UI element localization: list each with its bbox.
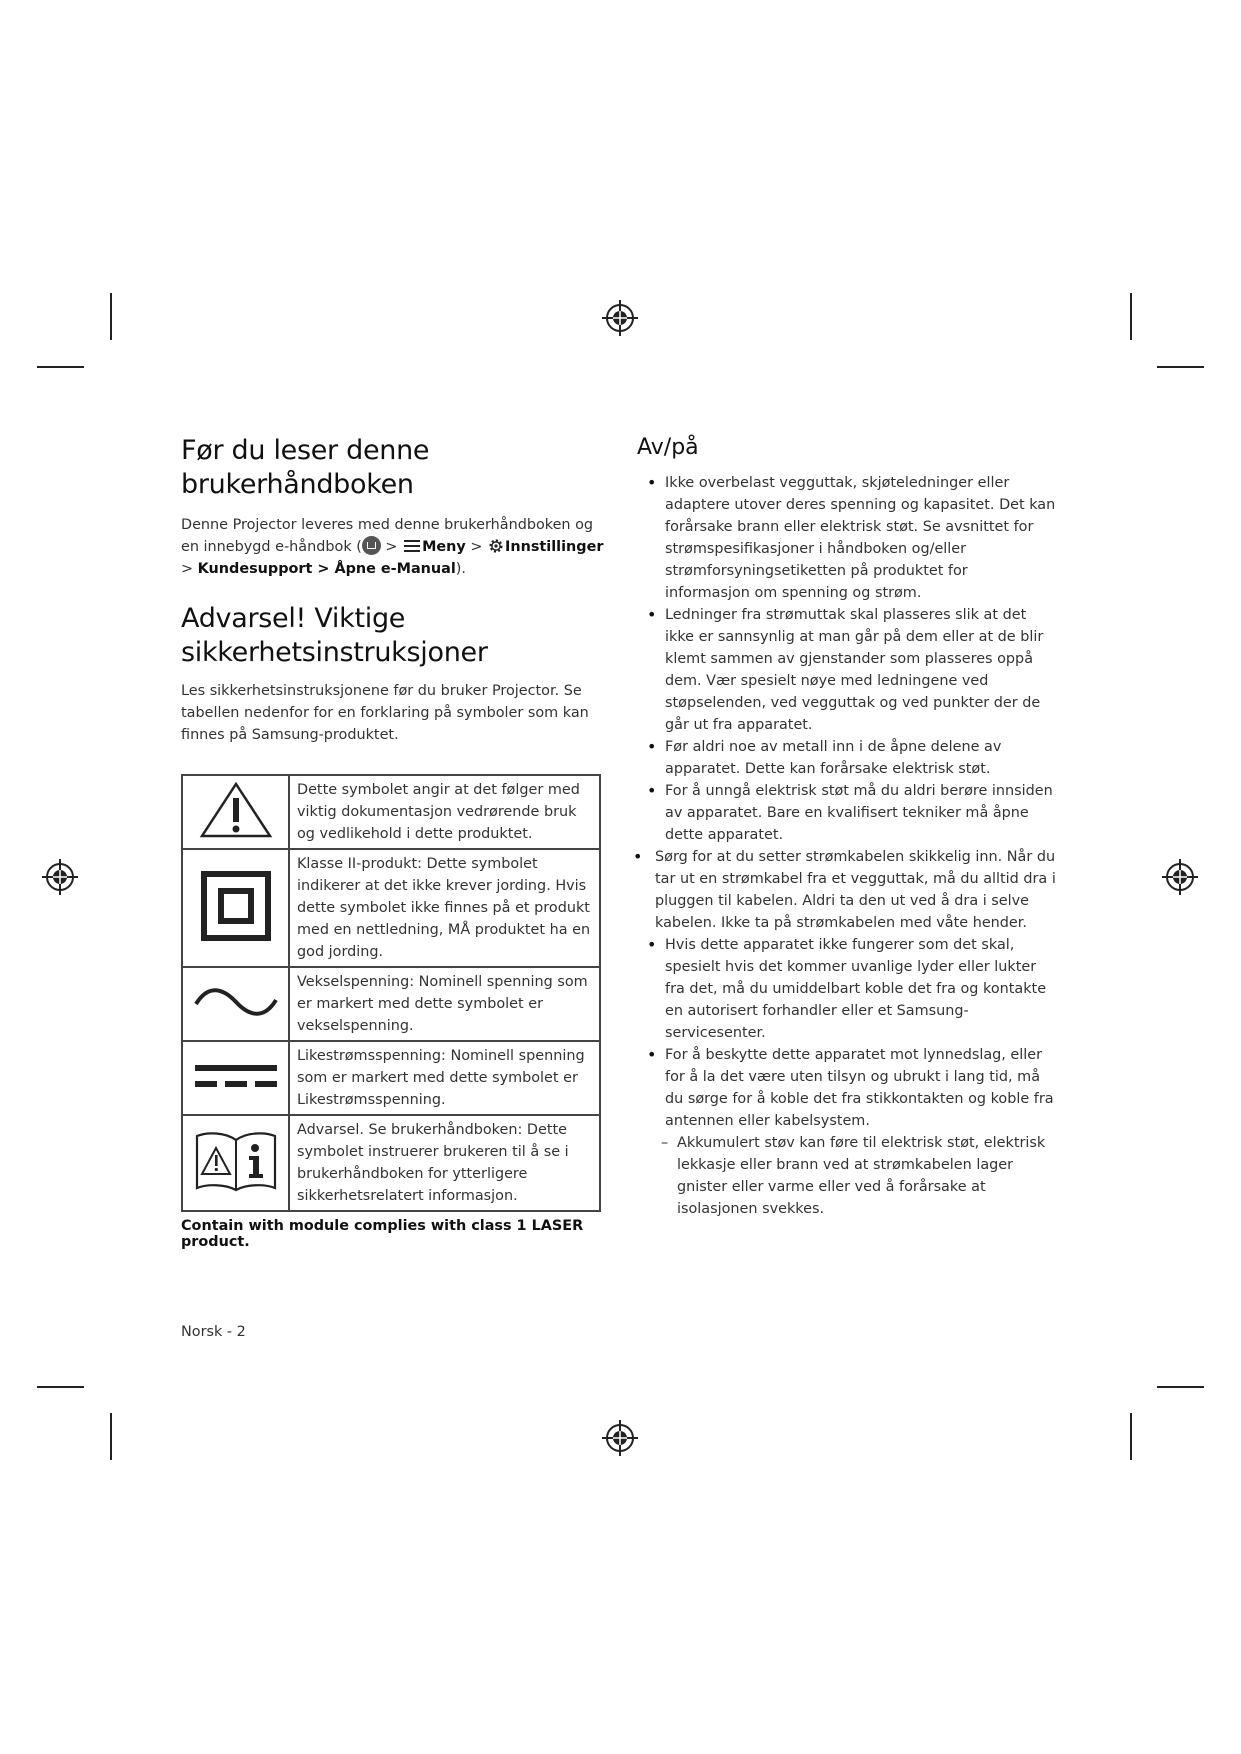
home-icon (362, 536, 381, 555)
path-separator: > (181, 561, 198, 577)
ac-wave-icon (193, 982, 279, 1022)
registration-mark-icon (600, 298, 640, 338)
registration-mark-icon (40, 857, 80, 897)
crop-mark (37, 1386, 84, 1388)
laser-note: Contain with module complies with class 1 LASER product. (181, 1218, 584, 1250)
dc-lines-icon (193, 1059, 279, 1093)
page-number: Norsk - 2 (181, 1324, 246, 1340)
crop-mark (1130, 293, 1132, 340)
symbol-description: Dette symbolet angir at det følger med viktig dokumentasjon vedrørende bruk og vedlikehold i dette produktet. (289, 775, 600, 849)
warning-text: Les sikkerhetsinstruksjonene før du bruker Projector. Se tabellen nedenfor for en forklaring på symboler som kan finnes på Samsung-produktet. (181, 683, 589, 743)
table-row (182, 967, 600, 1041)
power-bullet-list (637, 472, 1057, 1132)
crop-mark (1157, 1386, 1204, 1388)
menu-label: Meny (422, 539, 466, 555)
list-item: • Ikke overbelast vegguttak, skjøteledninger eller adaptere utover deres spenning og kapasitet. Det kan forårsake brann eller elektrisk støt. Se avsnittet for strømspesifikasjoner i håndboken og/eller strømforsyningsetiketten på produktet for informasjon om spenning og strøm. (637, 472, 1057, 604)
list-item: • Før aldri noe av metall inn i de åpne delene av apparatet. Dette kan forårsake elektrisk støt. (637, 736, 1057, 780)
section-title-power: Av/på (637, 435, 699, 460)
intro-end: ). (455, 561, 466, 577)
settings-label: Innstillinger (505, 539, 604, 555)
table-row (182, 1041, 600, 1115)
path-separator: > (465, 539, 487, 555)
table-row (182, 775, 600, 849)
sub-list-item: – Akkumulert støv kan føre til elektrisk støt, elektrisk lekkasje eller brann ved at strømkabelen lager gnister eller varme eller ved å forårsake at isolasjonen svekkes. (637, 1132, 1057, 1220)
table-row (182, 1115, 600, 1211)
crop-mark (110, 1413, 112, 1460)
gear-icon (487, 537, 505, 555)
list-item: • Sørg for at du setter strømkabelen skikkelig inn. Når du tar ut en strømkabel fra et vegguttak, må du alltid dra i pluggen til kabelen. Aldri ta den ut ved å dra i selve kabelen. Ikke ta på strømkabelen med våte hender. (623, 846, 1057, 934)
left-column (181, 434, 605, 1250)
menu-icon (404, 540, 420, 552)
registration-mark-icon (1160, 857, 1200, 897)
registration-mark-icon (600, 1418, 640, 1458)
list-item: • For å unngå elektrisk støt må du aldri berøre innsiden av apparatet. Bare en kvalifisert tekniker må åpne dette apparatet. (637, 780, 1057, 846)
support-path: Kundesupport > Åpne e-Manual (197, 561, 456, 577)
consult-manual-icon (193, 1128, 279, 1194)
list-item: • Ledninger fra strømuttak skal plasseres slik at det ikke er sannsynlig at man går på dem eller at de blir klemt sammen av gjenstander som plasseres oppå dem. Vær spesielt nøye med ledningene ved støpselenden, ved vegguttak og ved punkter der de går ut fra apparatet. (637, 604, 1057, 736)
symbol-description: Advarsel. Se brukerhåndboken: Dette symbolet instruerer brukeren til å se i brukerhåndboken for ytterligere sikkerhetsrelatert informasjon. (289, 1115, 600, 1211)
crop-mark (1130, 1413, 1132, 1460)
caution-triangle-icon (198, 780, 274, 840)
symbol-description: Likestrømsspenning: Nominell spenning som er markert med dette symbolet er Likestrømsspenning. (289, 1041, 600, 1115)
page-title: Før du leser denne brukerhåndboken (181, 435, 430, 500)
list-item: • For å beskytte dette apparatet mot lynnedslag, eller for å la det være uten tilsyn og ubrukt i lang tid, må du sørge for å koble det fra stikkontakten og koble fra antennen eller kabelsystem. (637, 1044, 1057, 1132)
right-column (637, 434, 1057, 1220)
path-separator: > (380, 539, 403, 555)
warning-title: Advarsel! Viktige sikkerhetsinstruksjoner (181, 603, 488, 668)
class-ii-double-square-icon (201, 871, 271, 941)
symbol-description: Klasse II-produkt: Dette symbolet indikerer at det ikke krever jording. Hvis dette symbolet ikke finnes på et produkt med en nettledning, MÅ produktet ha en god jording. (289, 849, 600, 967)
symbol-description: Vekselspenning: Nominell spenning som er markert med dette symbolet er vekselspenning. (289, 967, 600, 1041)
intro-paragraph (181, 514, 605, 580)
table-row (182, 849, 600, 967)
crop-mark (37, 366, 84, 368)
crop-mark (110, 293, 112, 340)
intro-text: Denne Projector leveres med denne brukerhåndboken og en innebygd e-håndbok ( (181, 517, 594, 555)
symbol-table (181, 774, 601, 1212)
crop-mark (1157, 366, 1204, 368)
list-item: • Hvis dette apparatet ikke fungerer som det skal, spesielt hvis det kommer uvanlige lyder eller lukter fra det, må du umiddelbart koble det fra og kontakte en autorisert forhandler eller et Samsung-servicesenter. (637, 934, 1057, 1044)
